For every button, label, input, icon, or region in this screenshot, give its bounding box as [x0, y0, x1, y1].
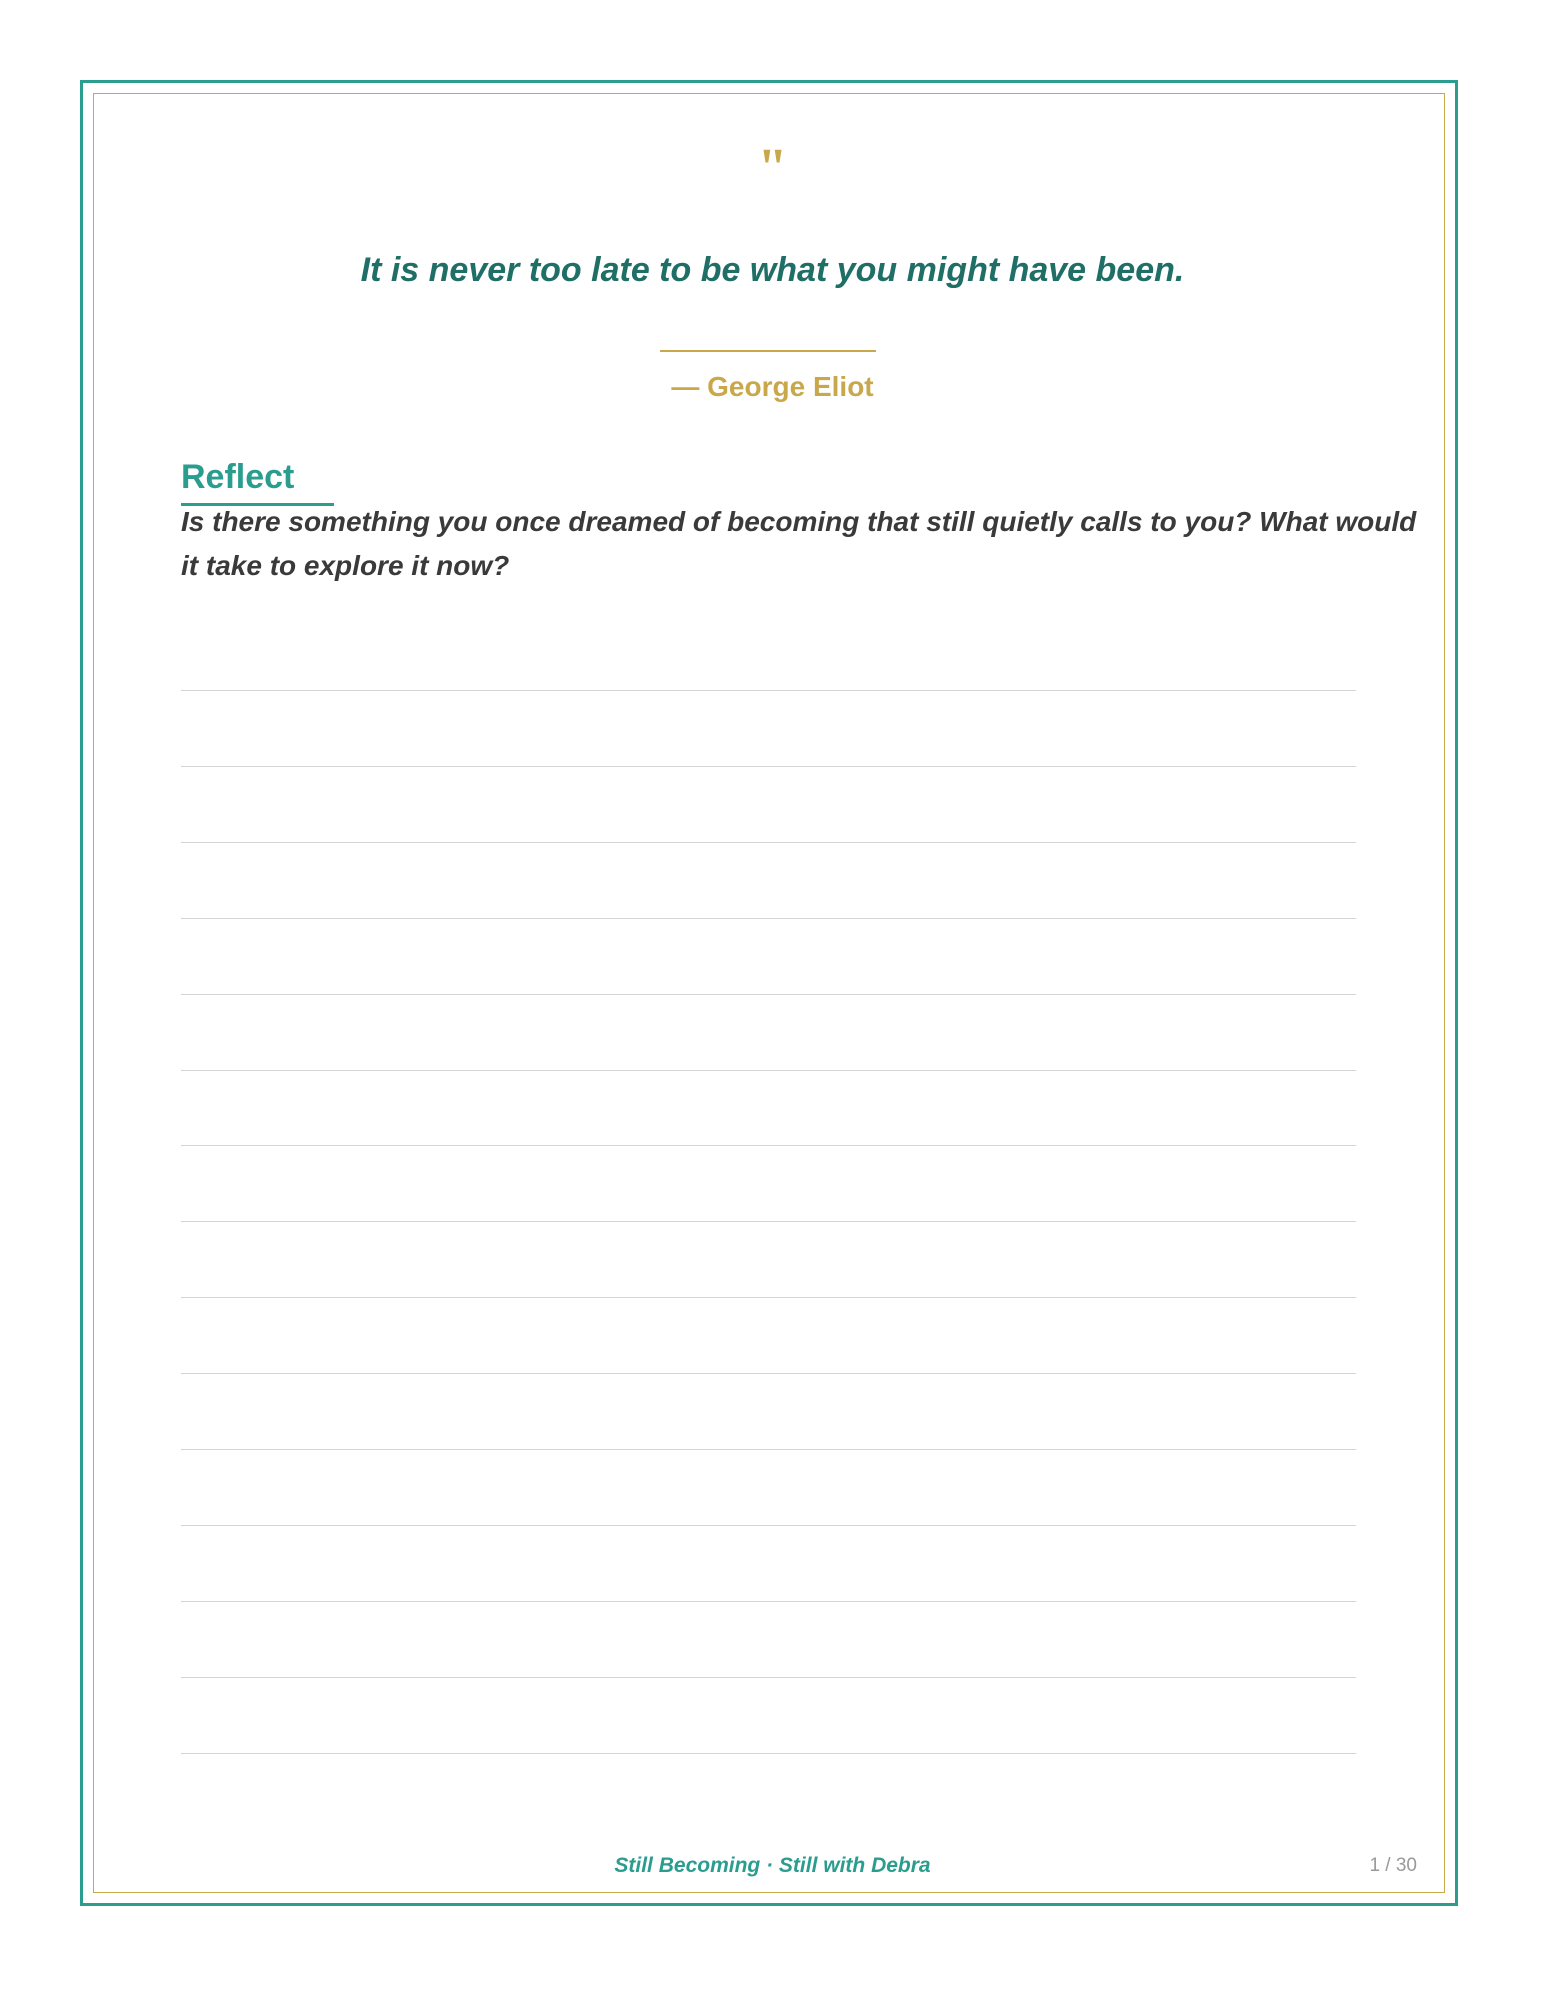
quote-attribution: — George Eliot: [671, 371, 874, 402]
page-number: 1 / 30: [1369, 1855, 1417, 1876]
writing-line[interactable]: [181, 690, 1356, 691]
writing-line[interactable]: [181, 918, 1356, 919]
writing-line[interactable]: [181, 1145, 1356, 1146]
reflection-prompt: Is there something you once dreamed of becoming that still quietly calls to you? What would it take to explore it now?: [181, 506, 1417, 581]
writing-line[interactable]: [181, 1373, 1356, 1374]
writing-line[interactable]: [181, 766, 1356, 767]
writing-line[interactable]: [181, 994, 1356, 995]
writing-line[interactable]: [181, 1601, 1356, 1602]
writing-line[interactable]: [181, 1525, 1356, 1526]
writing-line[interactable]: [181, 1449, 1356, 1450]
quote-text: It is never too late to be what you might have been.: [360, 251, 1185, 289]
writing-line[interactable]: [181, 1221, 1356, 1222]
writing-line[interactable]: [181, 842, 1356, 843]
writing-area[interactable]: [181, 0, 1356, 2000]
writing-line[interactable]: [181, 1677, 1356, 1678]
footer-title: Still Becoming · Still with Debra: [614, 1854, 931, 1877]
writing-line[interactable]: [181, 1070, 1356, 1071]
writing-line[interactable]: [181, 1753, 1356, 1754]
quote-mark-icon: ": [757, 137, 788, 197]
reflect-heading: Reflect: [181, 458, 295, 496]
writing-line[interactable]: [181, 1297, 1356, 1298]
